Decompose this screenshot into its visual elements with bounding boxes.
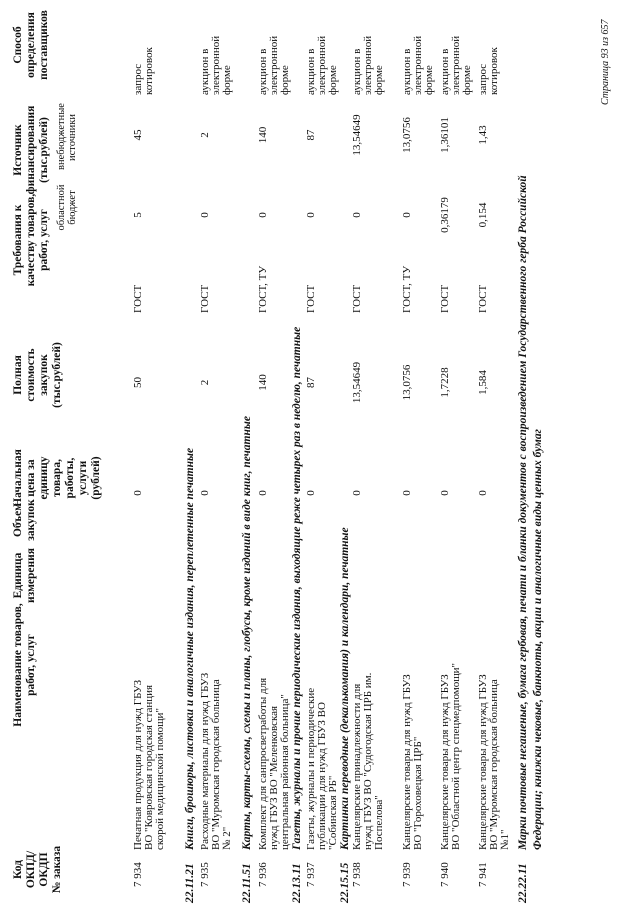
item-method: котировок — [488, 47, 500, 95]
item-total: 2 — [199, 379, 211, 386]
item-extra: 13,0756 — [401, 117, 413, 153]
item-name: Комплект для санпросветработы для — [257, 677, 269, 850]
item-name: Канцелярские товары для нужд ГБУЗ — [401, 674, 413, 850]
item-price: 0 — [305, 490, 317, 496]
item-total: 1,7228 — [439, 367, 451, 398]
header-unit: Единица — [12, 552, 24, 599]
section-code: 22.15.15 — [339, 862, 351, 903]
item-method: запрос — [477, 63, 489, 95]
item-regional: 0,36179 — [439, 197, 451, 233]
item-method: электронной — [450, 35, 462, 95]
item-method: электронной — [316, 35, 328, 95]
header-price: Начальная — [12, 449, 24, 507]
item-total: 50 — [132, 377, 144, 388]
header-funding: финансирования — [25, 105, 37, 195]
item-requirements: ГОСТ, ТУ — [257, 265, 269, 313]
item-requirements: ГОСТ — [477, 284, 489, 313]
header-total: закупок — [38, 354, 50, 396]
item-code: 7 935 — [199, 862, 211, 887]
item-name: № 2" — [221, 826, 233, 850]
item-regional: 0,154 — [477, 202, 489, 228]
item-code: 7 938 — [351, 862, 363, 887]
item-regional: 0 — [401, 212, 413, 218]
item-method: аукцион в — [439, 48, 451, 95]
header-funding: (тыс.рублей) — [38, 117, 50, 183]
item-name: Газеты, журналы и периодические — [305, 687, 317, 850]
page-number: Страница 93 из 657 — [600, 19, 611, 105]
item-extra: 45 — [132, 129, 144, 141]
header-unit: измерения — [25, 548, 37, 603]
item-code: 7 936 — [257, 862, 269, 887]
item-name: Печатная продукция для нужд ГБУЗ — [132, 679, 144, 850]
header-name: работ, услуг — [25, 634, 37, 696]
item-name: ВО "Гороховецкая ЦРБ" — [412, 736, 424, 850]
item-name: центральная районная больница" — [279, 694, 291, 850]
item-method: запрос — [132, 63, 144, 95]
item-name: ВО "Ковровская городская станция — [143, 684, 155, 850]
item-name: нужд ГБУЗ ВО "Меленковская — [268, 705, 280, 850]
item-method: форме — [221, 65, 233, 95]
item-method: форме — [373, 65, 385, 95]
section-title: Марки почтовые негашеные, бумага гербовая, печати и бланки документов с воспроизведением Государственного герба Российской — [517, 175, 529, 850]
item-name: скорой медицинской помощи" — [154, 708, 166, 850]
header-price: цена за — [25, 459, 37, 497]
item-extra: 13,54649 — [351, 114, 363, 156]
header-price: товара, — [51, 459, 63, 497]
item-method: электронной — [210, 35, 222, 95]
item-name: нужд ГБУЗ ВО "Судогодская ЦРБ им. — [362, 672, 374, 850]
header-funding-regional: областной бюджет — [56, 184, 78, 231]
item-extra: 2 — [199, 132, 211, 138]
item-name: Канцелярские товары для нужд ГБУЗ — [477, 674, 489, 850]
header-total: (тыс.рублей) — [51, 342, 63, 408]
item-method: аукцион в — [401, 48, 413, 95]
item-code: 7 937 — [305, 862, 317, 887]
header-code: ОКДП — [38, 852, 50, 887]
item-extra: 1,36101 — [439, 117, 451, 153]
item-method: электронной — [362, 35, 374, 95]
item-regional: 0 — [257, 212, 269, 218]
item-price: 0 — [257, 490, 269, 496]
header-code: Код — [12, 860, 24, 880]
item-price: 0 — [351, 490, 363, 496]
item-name: "Собинская РБ" — [327, 775, 339, 850]
item-price: 0 — [439, 490, 451, 496]
item-method: форме — [423, 65, 435, 95]
item-requirements: ГОСТ — [439, 284, 451, 313]
item-method: аукцион в — [351, 48, 363, 95]
item-name: ВО "Муромская городская больница — [210, 679, 222, 850]
header-total: стоимость — [25, 348, 37, 402]
item-extra: 140 — [257, 126, 269, 144]
item-requirements: ГОСТ — [305, 284, 317, 313]
item-total: 140 — [257, 374, 269, 391]
section-title-2: Федерации; книжки чековые, банкноты, акции и аналогичные виды ценных бумаг — [532, 429, 544, 850]
item-requirements: ГОСТ, ТУ — [401, 265, 413, 313]
header-price: (рублей) — [90, 456, 102, 500]
item-total: 87 — [305, 377, 317, 388]
section-title: Картинки переводные (декалькомания) и календари, печатные — [339, 527, 351, 850]
item-code: 7 941 — [477, 862, 489, 887]
item-method: аукцион в — [257, 48, 269, 95]
header-requirements: работ, услуг — [38, 209, 50, 271]
header-requirements: качеству товаров, — [25, 193, 37, 287]
header-requirements: Требования к — [12, 204, 24, 276]
item-code: 7 940 — [439, 862, 451, 887]
item-total: 1,584 — [477, 370, 489, 395]
item-regional: 0 — [199, 212, 211, 218]
header-code: № заказа — [51, 845, 63, 894]
item-extra: 87 — [305, 129, 317, 141]
item-total: 13,54649 — [351, 361, 363, 404]
section-code: 22.13.11 — [291, 863, 303, 903]
item-method: форме — [461, 65, 473, 95]
item-method: электронной — [412, 35, 424, 95]
item-price: 0 — [199, 490, 211, 496]
item-name: ВО "Областной центр спецмедпомощи" — [450, 662, 462, 850]
header-funding: Источник — [12, 124, 24, 176]
header-name: Наименование товаров, — [12, 603, 24, 727]
item-method: котировок — [143, 47, 155, 95]
item-method: форме — [327, 65, 339, 95]
item-regional: 0 — [351, 212, 363, 218]
item-code: 7 934 — [132, 862, 144, 887]
item-price: 0 — [132, 490, 144, 496]
header-price: услуги — [77, 460, 89, 496]
item-name: Канцелярские товары для нужд ГБУЗ — [439, 674, 451, 850]
item-name: Канцелярские принадлежности для — [351, 683, 363, 850]
item-regional: 5 — [132, 212, 144, 218]
header-code: ОКПД/ — [25, 850, 37, 889]
item-method: аукцион в — [305, 48, 317, 95]
header-method: Способ — [12, 26, 24, 64]
section-title: Газеты, журналы и прочие периодические издания, выходящие реже четырех раз в неделю, печатные — [291, 326, 303, 850]
item-price: 0 — [401, 490, 413, 496]
header-volume: Объем — [12, 502, 24, 538]
header-price: единицу — [38, 456, 50, 500]
header-method: поставщиков — [38, 10, 50, 80]
item-total: 13,0756 — [401, 364, 413, 401]
header-total: Полная — [12, 355, 24, 395]
item-price: 0 — [477, 490, 489, 496]
item-method: форме — [279, 65, 291, 95]
item-name: №1" — [499, 829, 511, 850]
item-requirements: ГОСТ — [199, 284, 211, 313]
item-name: ВО "Муромская городская больница — [488, 679, 500, 850]
item-method: аукцион в — [199, 48, 211, 95]
item-method: электронной — [268, 35, 280, 95]
item-regional: 0 — [305, 212, 317, 218]
item-name: Расходные материалы для нужд ГБУЗ — [199, 672, 211, 850]
section-code: 22.11.21 — [184, 863, 196, 903]
header-volume: закупок — [25, 499, 37, 541]
header-funding-extra: внебюджетные источники — [56, 103, 78, 170]
item-name: публикации для нужд ГБУЗ ВО — [316, 702, 328, 850]
section-title: Карты, карты-схемы, схемы и планы, глобусы, кроме изданий в виде книг, печатные — [241, 416, 253, 850]
item-name: Поспелова" — [373, 795, 385, 850]
item-requirements: ГОСТ — [351, 284, 363, 313]
item-extra: 1,43 — [477, 125, 489, 145]
item-requirements: ГОСТ — [132, 284, 144, 313]
item-code: 7 939 — [401, 862, 413, 887]
section-code: 22.11.51 — [241, 863, 253, 903]
section-code: 22.22.11 — [517, 863, 529, 903]
header-price: работы, — [64, 457, 76, 499]
header-method: определения — [25, 12, 37, 78]
section-title: Книги, брошюры, листовки и аналогичные издания, переплетенные печатные — [184, 447, 196, 850]
